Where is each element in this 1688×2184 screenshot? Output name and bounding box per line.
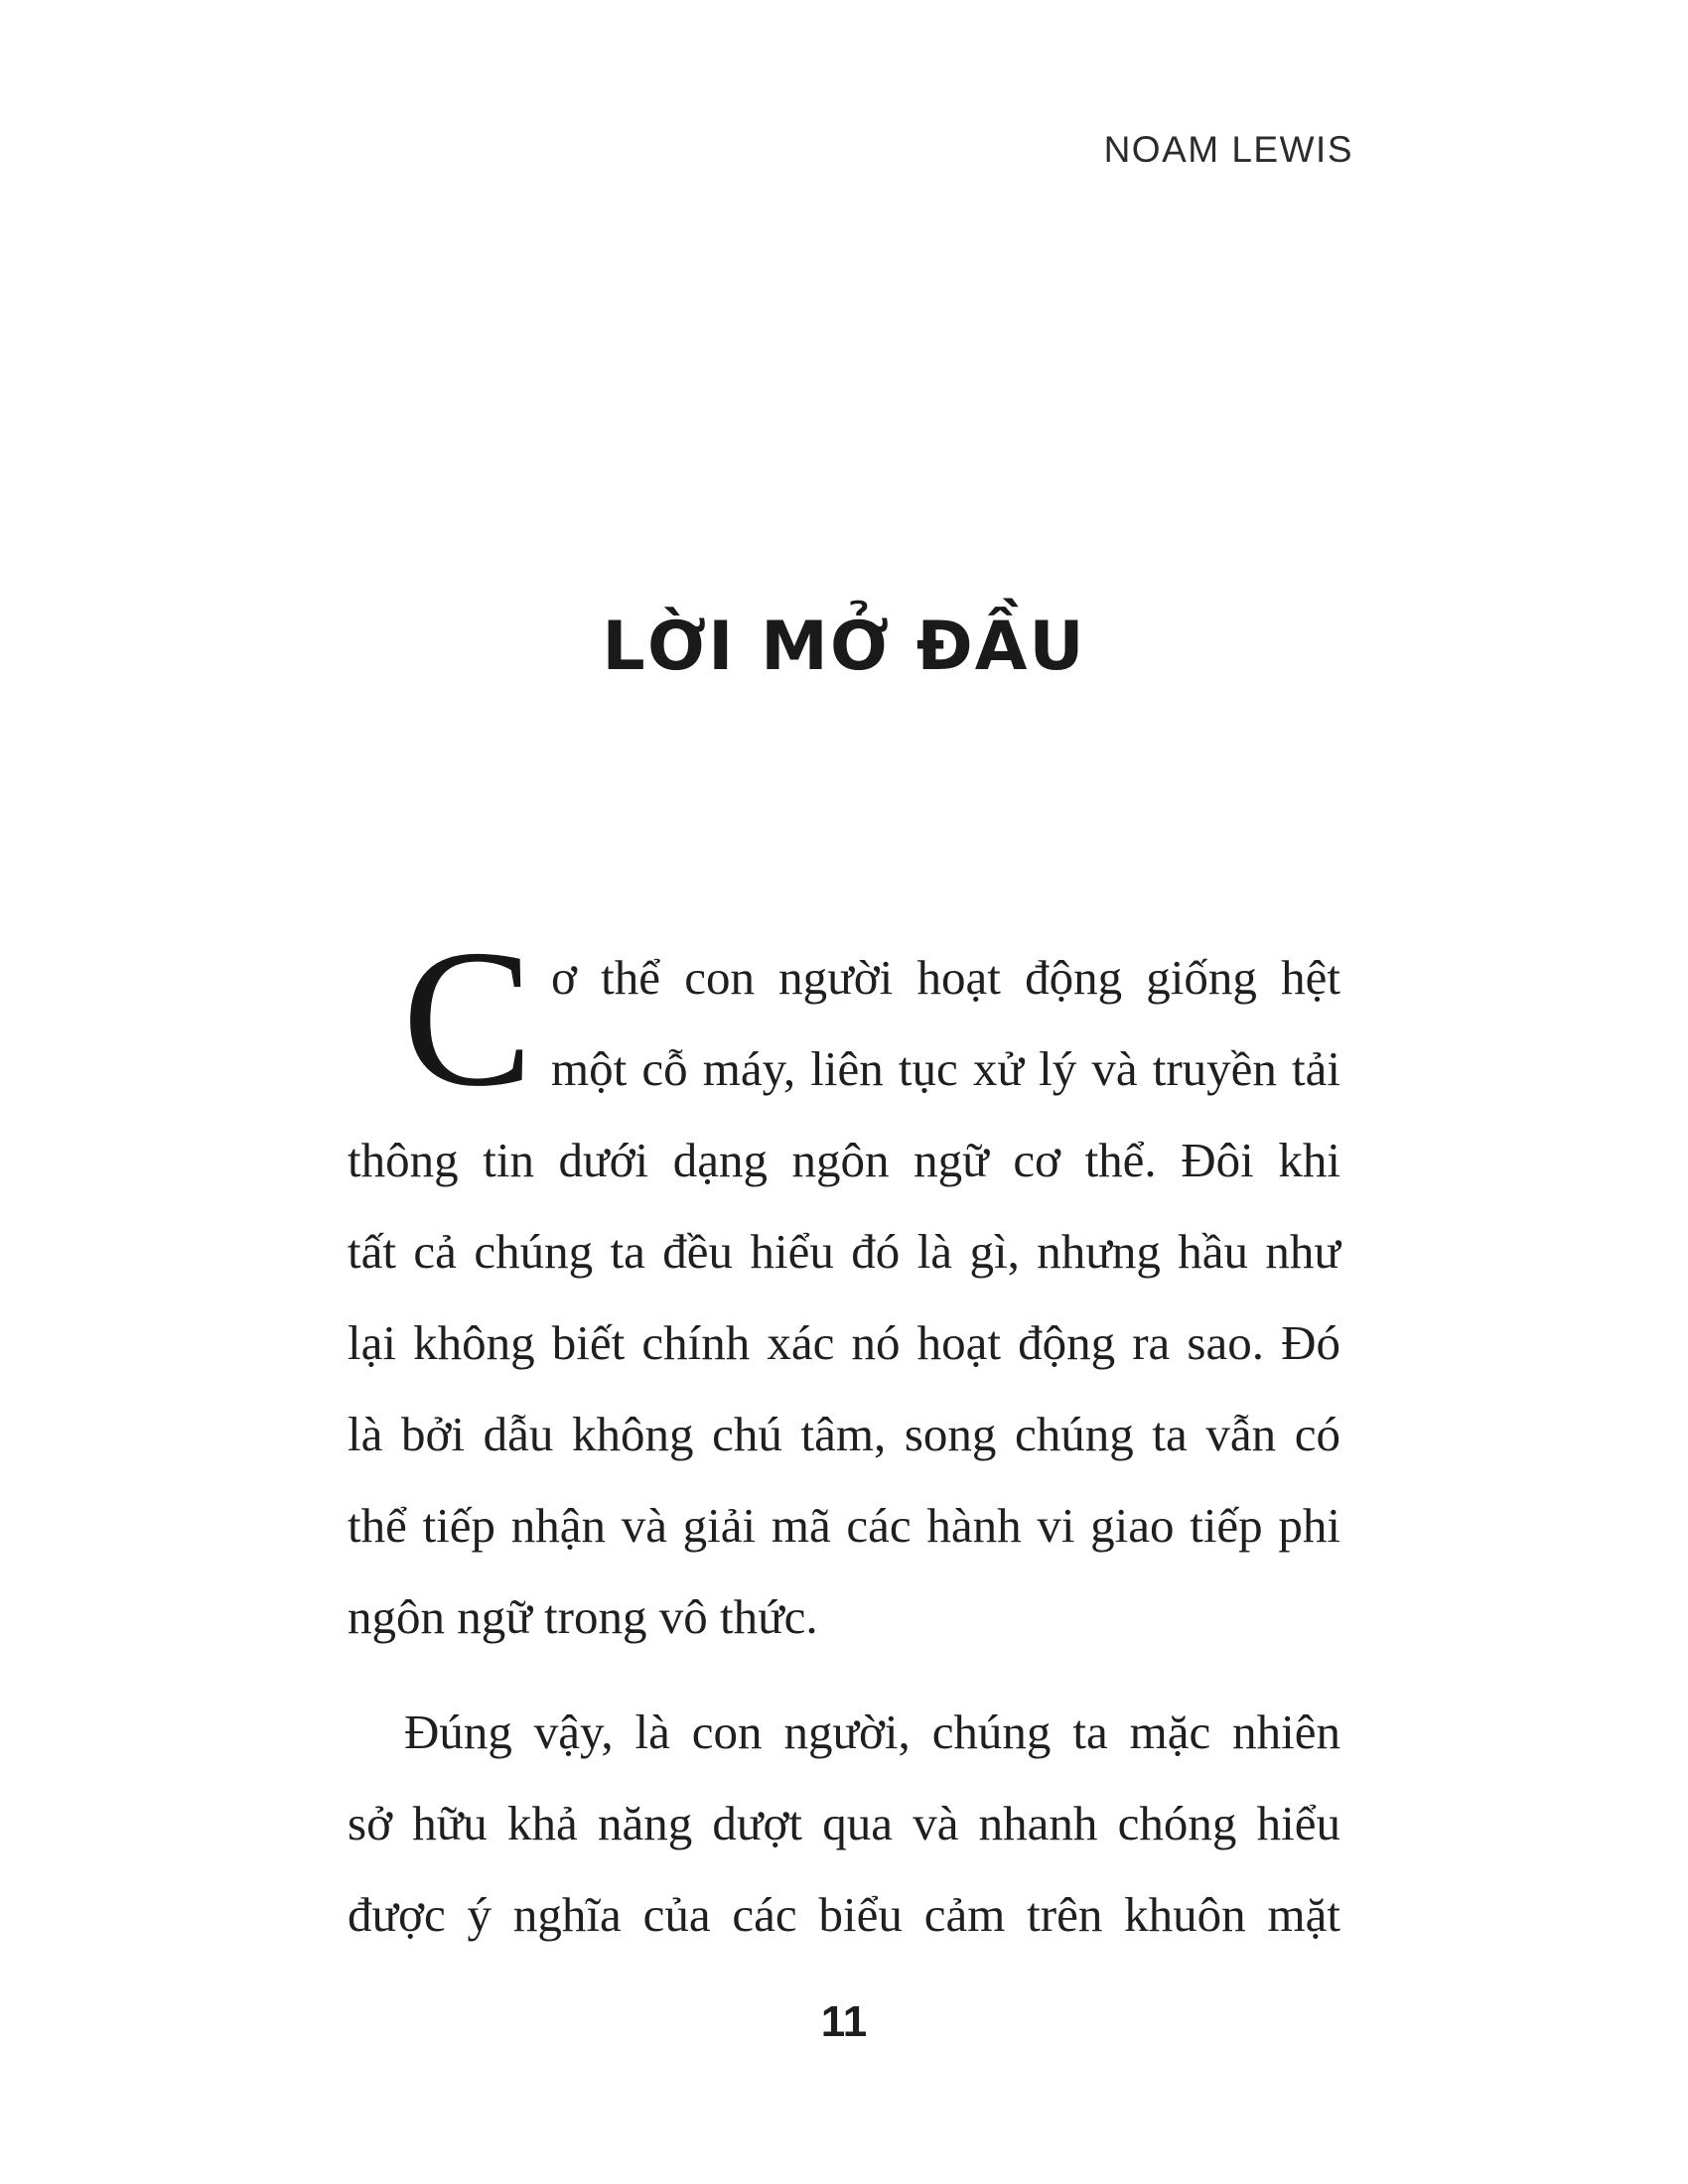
paragraph-2 [348,1687,1340,1961]
body-line: ơ thể con người hoạt động giống hệt [551,950,1340,1005]
body-line: thông tin dưới dạng ngôn ngữ cơ thể. Đôi khi [348,1133,1340,1187]
body-line: thể tiếp nhận và giải mã các hành vi giao tiếp phi [348,1498,1340,1553]
page-number: 11 [820,1997,868,2046]
drop-cap-letter: C [402,909,534,1127]
body-line: ngôn ngữ trong vô thức. [348,1589,818,1644]
body-line: lại không biết chính xác nó hoạt động ra sao. Đó [348,1315,1340,1370]
body-line: tất cả chúng ta đều hiểu đó là gì, nhưng hầu như [348,1224,1340,1279]
body-line: là bởi dẫu không chú tâm, song chúng ta vẫn có [348,1407,1340,1461]
running-header-author: NOAM LEWIS [1103,129,1353,170]
body-line: sở hữu khả năng dượt qua và nhanh chóng hiểu [348,1796,1340,1850]
body-line: được ý nghĩa của các biểu cảm trên khuôn mặt [348,1887,1340,1942]
body-text-block [348,909,1340,1961]
chapter-title: LỜI MỞ ĐẦU [602,608,1086,686]
body-line: một cỗ máy, liên tục xử lý và truyền tải [551,1041,1340,1096]
body-line: Đúng vậy, là con người, chúng ta mặc nhiên [404,1705,1340,1759]
